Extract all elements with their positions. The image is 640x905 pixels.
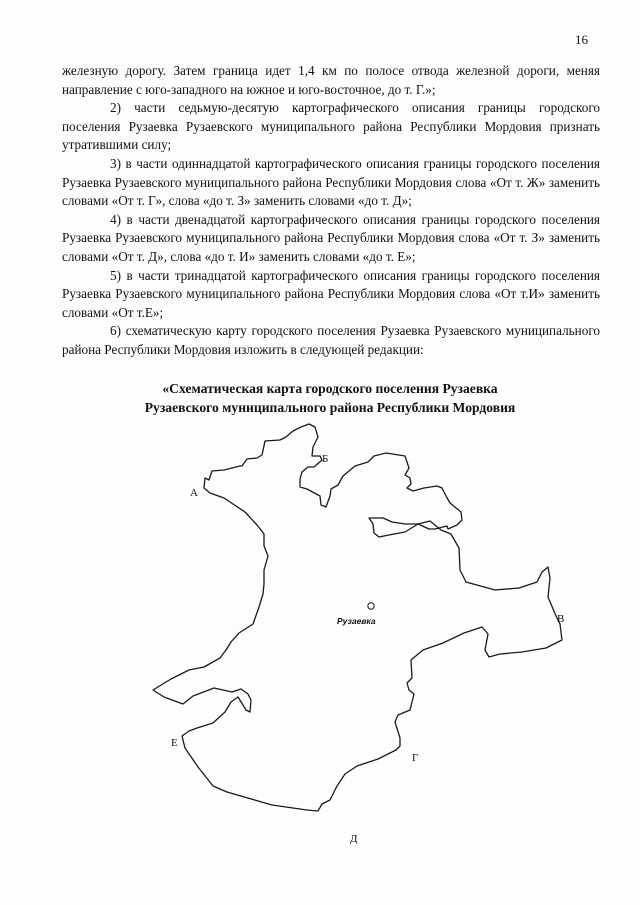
point-label-a: А bbox=[190, 487, 198, 499]
page-number: 16 bbox=[575, 32, 588, 47]
city-label: Рузаевка bbox=[337, 616, 376, 626]
paragraph-5: 5) в части тринадцатой картографического описания границы городского поселения Рузаевка Рузаевского муниципального района Республики Мордовия слова «От т.И» заменить словами «От т.Е»; bbox=[62, 267, 600, 320]
point-label-v: В bbox=[557, 613, 565, 625]
point-label-e: Е bbox=[171, 737, 178, 749]
paragraph-3: 3) в части одиннадцатой картографического описания границы городского поселения Рузаевка Рузаевского муниципального района Республики Мордовия слова «От т. Ж» заменить словами «От т. Г», слова «до т. З» заменить словами «до т. Д»; bbox=[62, 155, 600, 209]
map-title-line-1: «Схематическая карта городского поселения Рузаевка bbox=[162, 381, 498, 396]
paragraph-6: 6) схематическую карту городского поселения Рузаевка Рузаевского муниципального района Республики Мордовия изложить в следующей редакции: bbox=[62, 323, 600, 357]
point-label-g: Г bbox=[412, 752, 419, 764]
point-label-b: Б bbox=[322, 453, 329, 465]
paragraph-1: железную дорогу. Затем граница идет 1,4 км по полосе отвода железной дороги, меняя направление с юго-западного на южное и юго-восточное, до т. Г.»; bbox=[62, 63, 600, 97]
paragraph-2: 2) части седьмую-десятую картографического описания границы городского поселения Рузаевка Рузаевского муниципального района Республики Мордовия признать утратившими силу; bbox=[62, 100, 600, 153]
point-label-d: Д bbox=[350, 833, 358, 845]
city-marker bbox=[368, 603, 374, 609]
paragraph-4: 4) в части двенадцатой картографического описания границы городского поселения Рузаевка Рузаевского муниципального района Республики Мордовия слова «От т. З» заменить словами «От т. Д», слова «до т. И» заменить словами «до т. Е»; bbox=[62, 211, 600, 264]
map-title-line-2: Рузаевского муниципального района Республики Мордовия bbox=[144, 400, 516, 415]
